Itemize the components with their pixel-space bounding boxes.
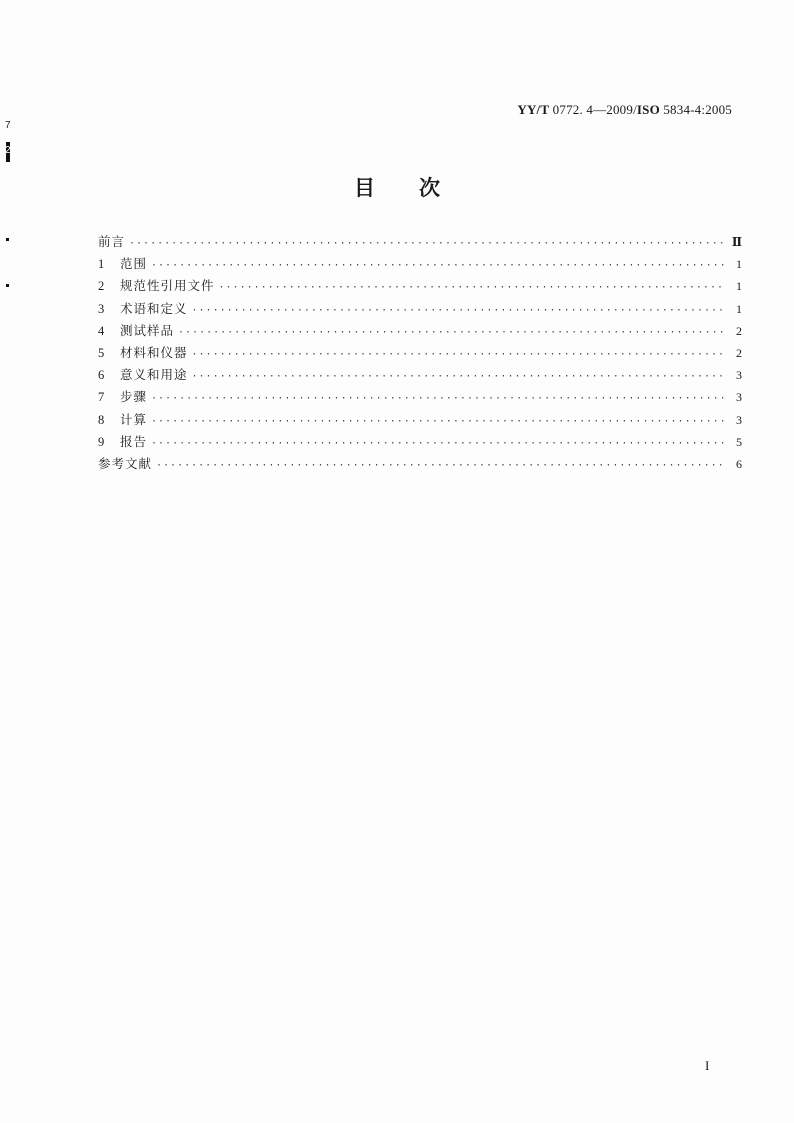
toc-entry-scope <box>98 254 742 276</box>
standard-code-suffix: 5834-4:2005 <box>659 102 732 117</box>
margin-scan-mark-top: 7 <box>5 120 11 131</box>
margin-scan-mark-mid: 2 <box>5 145 11 156</box>
standard-code-middle: 0772. 4—2009/ <box>549 102 637 117</box>
margin-scan-dot-2 <box>6 284 9 287</box>
toc-entry-page: 5 <box>736 434 742 449</box>
page-number: I <box>705 1058 710 1073</box>
toc-leader-dots <box>219 282 724 293</box>
toc-entry-procedure <box>98 387 742 409</box>
standard-code-prefix: YY/T <box>517 102 550 117</box>
toc-leader-dots <box>151 260 724 271</box>
toc-entry-label: 规范性引用文件 <box>120 278 215 294</box>
toc-entry-terms-definitions <box>98 299 742 321</box>
toc-entry-label: 报告 <box>120 433 148 449</box>
table-of-contents <box>98 232 742 476</box>
toc-entry-report <box>98 432 742 454</box>
toc-entry-number: 5 <box>98 345 105 360</box>
toc-entry-page: 3 <box>736 390 742 405</box>
toc-entry-label: 材料和仪器 <box>120 344 188 360</box>
toc-entry-label: 范围 <box>120 256 148 272</box>
toc-entry-page: 3 <box>736 412 742 427</box>
toc-entry-test-specimens <box>98 321 742 343</box>
toc-entry-page: 2 <box>736 323 742 338</box>
toc-entry-label: 计算 <box>120 411 148 427</box>
toc-entry-label: 术语和定义 <box>120 300 188 316</box>
toc-leader-dots <box>156 460 724 471</box>
toc-entry-significance-use <box>98 365 742 387</box>
toc-entry-number: 6 <box>98 368 105 383</box>
margin-scan-dot-1 <box>6 238 9 241</box>
toc-leader-dots <box>192 349 724 360</box>
toc-entry-label: 步骤 <box>120 389 148 405</box>
toc-entry-normative-references <box>98 276 742 298</box>
toc-entry-number: 8 <box>98 412 105 427</box>
toc-entry-page: 3 <box>736 368 742 383</box>
toc-entry-page: 6 <box>736 456 742 471</box>
toc-entry-label: 参考文献 <box>98 455 153 471</box>
toc-leader-dots <box>192 371 724 382</box>
toc-entry-page: 1 <box>736 279 742 294</box>
toc-leader-dots <box>178 327 724 338</box>
standard-code-iso: ISO <box>636 102 660 117</box>
toc-entry-number: 3 <box>98 301 105 316</box>
page-title: 目次 <box>354 176 484 200</box>
toc-leader-dots <box>151 416 724 427</box>
toc-entry-page: 2 <box>736 345 742 360</box>
toc-entry-foreword <box>98 232 742 254</box>
toc-entry-page: Ⅱ <box>731 235 742 249</box>
toc-entry-number: 1 <box>98 257 105 272</box>
toc-entry-number: 2 <box>98 279 105 294</box>
toc-entry-materials-apparatus <box>98 343 742 365</box>
toc-leader-dots <box>129 238 724 249</box>
toc-leader-dots <box>151 438 724 449</box>
toc-entry-number: 4 <box>98 323 105 338</box>
toc-entry-calculation <box>98 410 742 432</box>
toc-entry-label: 意义和用途 <box>120 367 188 383</box>
toc-entry-page: 1 <box>736 301 742 316</box>
toc-entry-label: 测试样品 <box>120 322 175 338</box>
toc-entry-page: 1 <box>736 257 742 272</box>
standard-code <box>517 102 732 118</box>
toc-entry-label: 前言 <box>98 234 126 249</box>
toc-entry-number: 7 <box>98 390 105 405</box>
toc-entry-bibliography <box>98 454 742 476</box>
toc-entry-number: 9 <box>98 434 105 449</box>
toc-leader-dots <box>151 393 724 404</box>
toc-leader-dots <box>192 305 724 316</box>
